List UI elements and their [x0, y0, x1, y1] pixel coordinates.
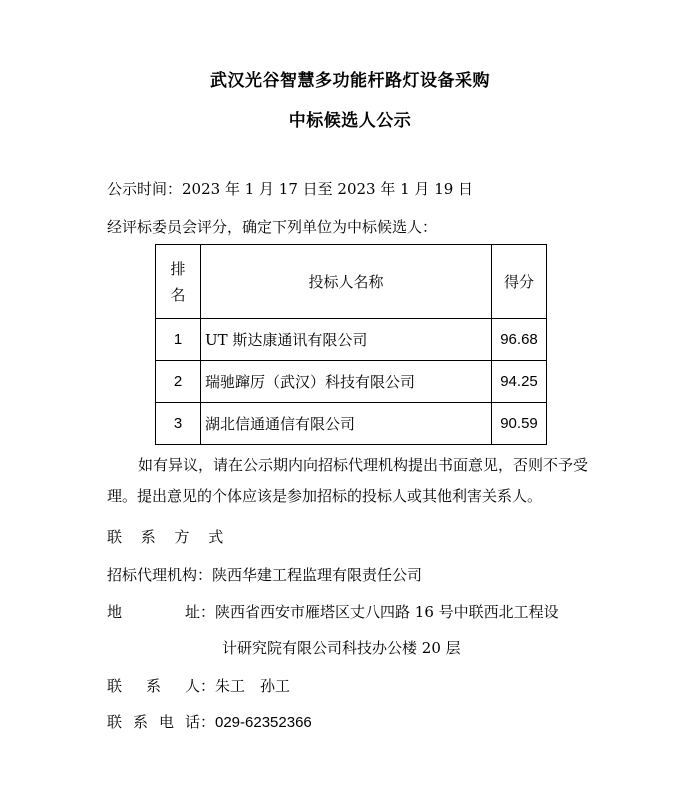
- candidate-table: [155, 244, 547, 445]
- phone-label: [107, 711, 215, 732]
- rank-header-char1: 排: [170, 259, 186, 278]
- table-row: [156, 361, 547, 403]
- phone-label-char: 话：: [184, 713, 215, 731]
- score-cell: 96.68: [492, 319, 547, 361]
- announcement-time: 公示时间：2023 年 1 月 17 日至 2023 年 1 月 19 日: [107, 180, 474, 198]
- contact-heading: 联 系 方 式: [107, 528, 231, 546]
- objection-paragraph: 如有异议，请在公示期内向招标代理机构提出书面意见，否则不予受理。提出意见的个体应该是参加招标的投标人或其他利害关系人。: [107, 456, 589, 505]
- agency-value: 陕西华建工程监理有限责任公司: [212, 566, 423, 584]
- contact-person-line: [107, 675, 290, 696]
- bidder-name-cell: 湖北信通通信有限公司: [201, 403, 492, 445]
- score-cell: 90.59: [492, 403, 547, 445]
- contact-person-label-char: 系: [145, 677, 161, 695]
- address-label-char: 址：: [184, 603, 215, 621]
- contact-person-label-char: 人：: [184, 677, 215, 695]
- agency-line: [107, 564, 422, 585]
- address-value-line1: 陕西省西安市雁塔区丈八四路 16 号中联西北工程设: [215, 603, 559, 621]
- rank-cell: 1: [156, 319, 201, 361]
- address-label-char: 地: [107, 603, 123, 621]
- rank-column-header: [156, 245, 201, 319]
- phone-label-char: 联: [107, 713, 123, 731]
- contact-person-value: 朱工 孙工: [215, 677, 291, 695]
- bidder-name-cell: UT 斯达康通讯有限公司: [201, 319, 492, 361]
- document-title-line1: 武汉光谷智慧多功能杆路灯设备采购: [210, 71, 490, 91]
- contact-person-label-char: 联: [107, 677, 123, 695]
- bidder-name-column-header: 投标人名称: [201, 245, 492, 319]
- rank-cell: 3: [156, 403, 201, 445]
- evaluation-intro: 经评标委员会评分，确定下列单位为中标候选人：: [107, 218, 438, 236]
- document-title-line2: 中标候选人公示: [288, 111, 412, 131]
- phone-line: [107, 711, 312, 732]
- rank-cell: 2: [156, 361, 201, 403]
- score-cell: 94.25: [492, 361, 547, 403]
- address-label: [107, 601, 215, 622]
- table-row: [156, 403, 547, 445]
- table-header-row: [156, 245, 547, 319]
- phone-value: 029-62352366: [215, 714, 312, 731]
- address-value-line2: 计研究院有限公司科技办公楼 20 层: [222, 639, 461, 657]
- phone-label-char: 电: [158, 713, 174, 731]
- address-line: [107, 601, 559, 622]
- score-column-header: 得分: [492, 245, 547, 319]
- contact-person-label: [107, 675, 215, 696]
- phone-label-char: 系: [132, 713, 148, 731]
- rank-header-char2: 名: [170, 285, 186, 304]
- bidder-name-cell: 瑞驰蹿厉（武汉）科技有限公司: [201, 361, 492, 403]
- table-row: [156, 319, 547, 361]
- agency-label: 招标代理机构：: [107, 566, 213, 584]
